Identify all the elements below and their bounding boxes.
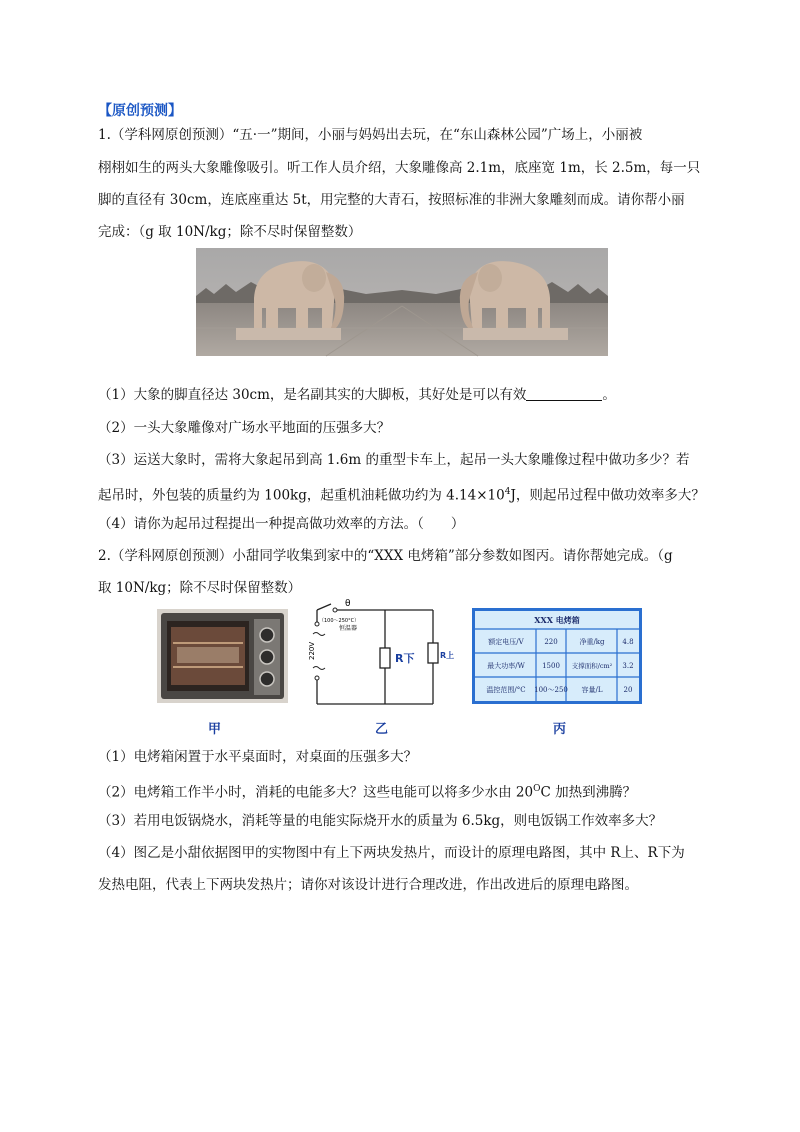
spec-table-drawing [472, 608, 642, 704]
q1-line-2: 栩栩如生的两头大象雕像吸引。听工作人员介绍，大象雕像高 2.1m，底座宽 1m，长 2.5m，每一只 [98, 160, 701, 176]
spec-cell: 1500 [542, 662, 560, 670]
theta-label: θ [345, 599, 351, 609]
caption-bing: 丙 [553, 722, 567, 737]
q1-sub1-text: （1）大象的脚直径达 30cm，是名副其实的大脚板，其好处是可以有效 [98, 387, 527, 403]
elephant-statues-photo [196, 248, 608, 356]
q1-sub3-text: 起吊时，外包装的质量约为 100kg，起重机油耗做功约为 4.14×10 [98, 487, 505, 504]
elephant-photo-drawing [196, 248, 608, 356]
q2-sub1: （1）电烤箱闲置于水平桌面时，对桌面的压强多大？ [98, 749, 418, 765]
spec-title: XXX 电烤箱 [534, 615, 580, 625]
spec-cell: 支撑面积/cm² [571, 662, 613, 670]
spec-cell: 4.8 [622, 638, 634, 646]
q1-line-3: 脚的直径有 30cm，连底座重达 5t，用完整的大青石，按照标准的非洲大象雕刻而成。请你帮小丽 [98, 192, 685, 208]
q2-sub2-tail: C 加热到沸腾？ [540, 784, 637, 801]
q1-sub3-line-2 [98, 482, 708, 506]
oven-drawing [157, 609, 288, 703]
q1-sub4: （4）请你为起吊过程提出一种提高做功效率的方法。（ ） [98, 516, 465, 532]
exponent: 4 [504, 487, 511, 497]
spec-cell: 100～250 [534, 686, 568, 694]
spec-table [472, 608, 642, 704]
q2-line-2: 取 10N/kg；除不尽时保留整数） [98, 580, 302, 596]
caption-jia: 甲 [208, 722, 222, 737]
q2-sub2 [98, 779, 708, 803]
section-title: 【原创预测】 [98, 103, 182, 119]
q1-line-1: 1.（学科网原创预测）“五·一”期间，小丽与妈妈出去玩，在“东山森林公园”广场上，小丽被 [98, 127, 643, 143]
q1-sub3-tail: J，则起吊过程中做功效率多大？ [510, 487, 705, 504]
circuit-drawing [309, 598, 455, 708]
q2-sub4-line-2: 发热电阻，代表上下两块发热片；请你对该设计进行合理改进，作出改进后的原理电路图。 [98, 877, 638, 893]
q1-sub1-end: 。 [602, 387, 616, 403]
spec-cell: 最大功率/W [487, 662, 525, 670]
caption-yi: 乙 [375, 722, 389, 737]
spec-cell: 20 [623, 686, 633, 694]
spec-cell: 温控范围/°C [486, 686, 526, 694]
oven-photo [157, 609, 288, 703]
voltage-label: 220V [308, 641, 316, 660]
temp-range-label: （100～250°C） [319, 618, 360, 624]
spec-cell: 3.2 [622, 662, 634, 670]
q1-sub1 [98, 385, 708, 405]
spec-cell: 220 [544, 638, 558, 646]
q2-line-1: 2.（学科网原创预测）小甜同学收集到家中的“XXX 电烤箱”部分参数如图丙。请你帮她完成。（g [98, 548, 673, 564]
q2-sub2-text: （2）电烤箱工作半小时，消耗的电能多大？这些电能可以将多少水由 20 [98, 784, 534, 801]
q2-sub3: （3）若用电饭锅烧水，消耗等量的电能实际烧开水的质量为 6.5kg，则电饭锅工作效率多大？ [98, 813, 663, 829]
q1-sub2: （2）一头大象雕像对广场水平地面的压强多大？ [98, 420, 391, 436]
degree-superscript: O [533, 784, 541, 794]
q1-line-4: 完成：（g 取 10N/kg；除不尽时保留整数） [98, 224, 362, 240]
r-upper-label: R上 [440, 651, 455, 660]
spec-cell: 容量/L [581, 686, 603, 694]
r-lower-label: R下 [395, 652, 415, 665]
q1-sub3-line-1: （3）运送大象时，需将大象起吊到高 1.6m 的重型卡车上，起吊一头大象雕像过程中做功多少？若 [98, 452, 690, 468]
q2-sub4-line-1: （4）图乙是小甜依据图甲的实物图中有上下两块发热片，而设计的原理电路图，其中 R上、R下为 [98, 845, 685, 861]
spec-cell: 额定电压/V [488, 638, 524, 646]
answer-blank[interactable] [526, 386, 602, 401]
circuit-diagram [309, 598, 455, 708]
thermostat-label: 恒温器 [339, 625, 358, 632]
spec-cell: 净重/kg [579, 638, 605, 646]
